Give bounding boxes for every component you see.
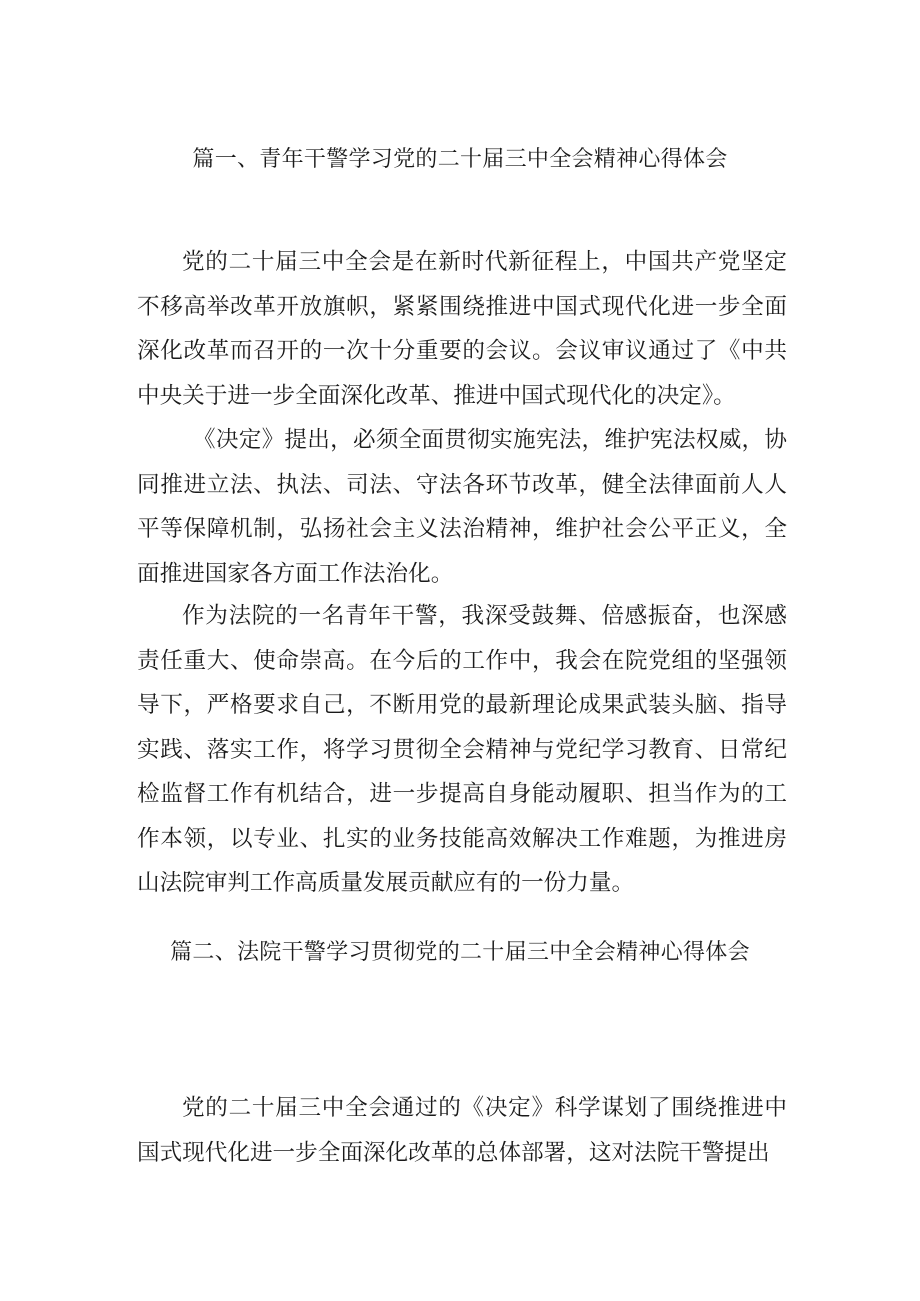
section-1-paragraph-3: 作为法院的一名青年干警，我深受鼓舞、倍感振奋，也深感责任重大、使命崇高。在今后的工作中，我会在院党组的坚强领导下，严格要求自己，不断用党的最新理论成果武装头脑、指导实践、落实工作，将学习贯彻全会精神与党纪学习教育、日常纪检监督工作有机结合，进一步提高自身能动履职、担当作为的工作本领，以专业、扎实的业务技能高效解决工作难题，为推进房山法院审判工作高质量发展贡献应有的一份力量。 xyxy=(137,603,787,896)
section-1-paragraph-1: 党的二十届三中全会是在新时代新征程上，中国共产党坚定不移高举改革开放旗帜，紧紧围绕推进中国式现代化进一步全面深化改革而召开的一次十分重要的会议。会议审议通过了《中共中央关于进一步全面深化改革、推进中国式现代化的决定》。 xyxy=(137,249,787,409)
section-1-paragraph-2: 《决定》提出，必须全面贯彻实施宪法，维护宪法权威，协同推进立法、执法、司法、守法各环节改革，健全法律面前人人平等保障机制，弘扬社会主义法治精神，维护社会公平正义，全面推进国家各方面工作法治化。 xyxy=(137,427,787,587)
section-2-paragraph-1: 党的二十届三中全会通过的《决定》科学谋划了围绕推进中国式现代化进一步全面深化改革的总体部署，这对法院干警提出 xyxy=(137,1095,787,1166)
section-2-title: 篇二、法院干警学习贯彻党的二十届三中全会精神心得体会 xyxy=(170,940,750,965)
section-1-title: 篇一、青年干警学习党的二十届三中全会精神心得体会 xyxy=(192,147,728,172)
